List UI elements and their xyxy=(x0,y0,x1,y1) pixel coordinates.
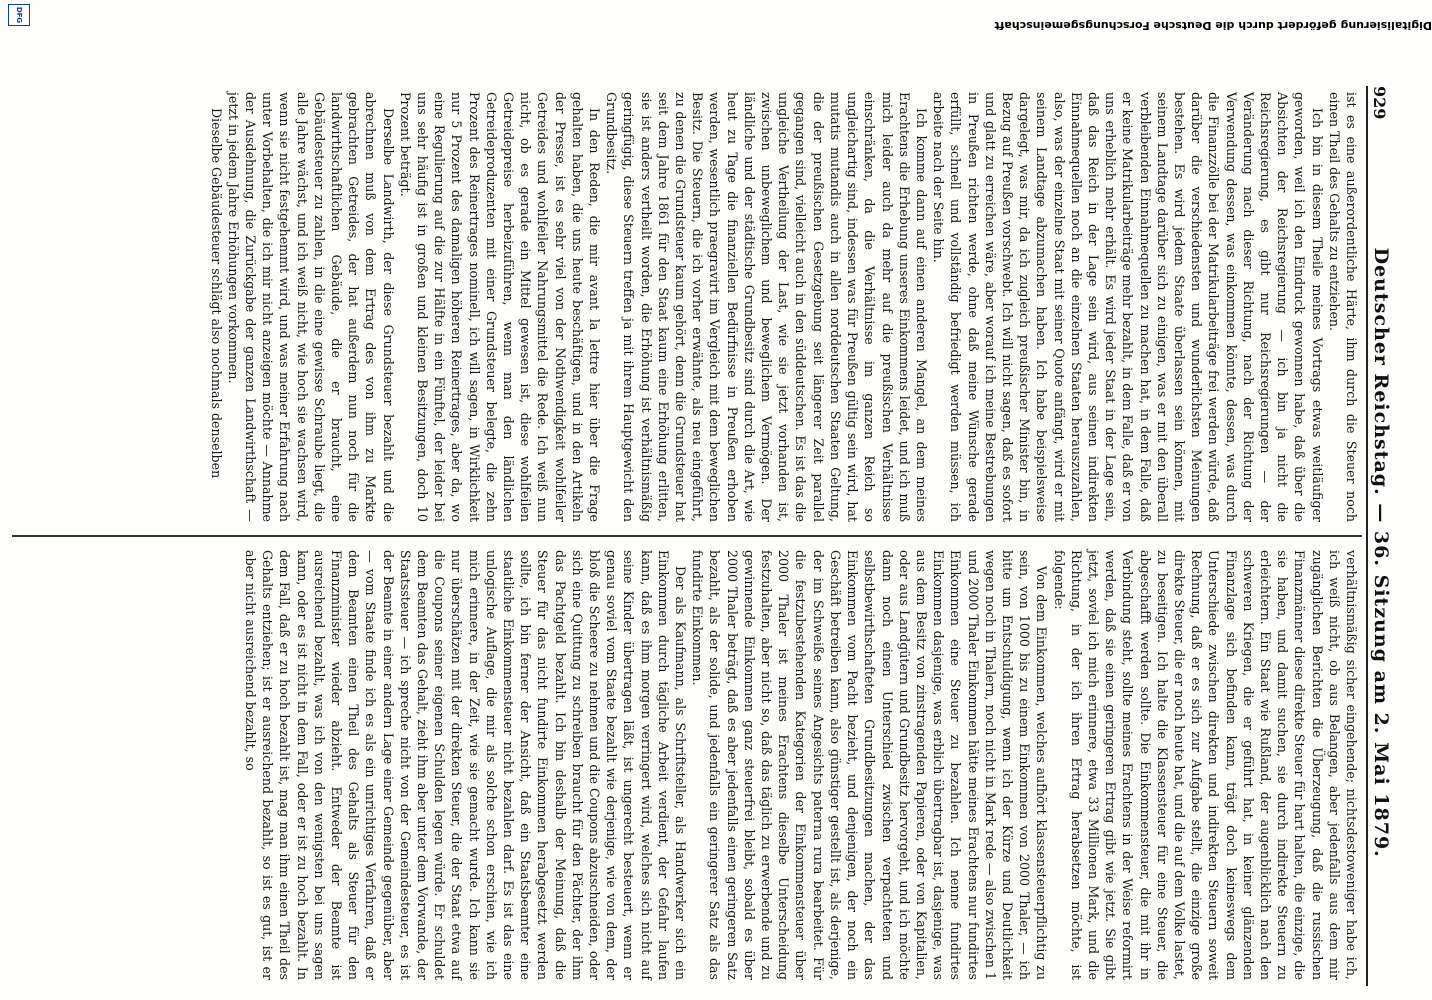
paragraph: Von dem Einkommen, welches aufhört klassensteuerpflichtig zu sein, von 1000 bis zu einem Einkommen von 2000 Thaler, — ich bitte um Entschuldigung, wenn ich der Kürze und Deutlichkeit wegen noch in Thalern, noch nicht in Mark rede — also zwischen 1 und 2000 Thaler Einkommen hätte meines Erachtens nur fundirtes Einkommen eine Steuer zu bezahlen. Ich nenne fundirtes Einkommen dasjenige, was erblich übertragbar ist, dasjenige, was aus dem Besitz von zinstragenden Papieren, oder von Kapitalien, oder aus Landgütern und Grundbesitz hervorgeht, und ich möchte dann noch einen Unterschied zwischen verpachteten und selbstbewirthschafteten Grundbesitzungen machen, der das Einkommen vom Pacht bezieht, und denjenigen, der noch ein Geschäft betreiben kann, also günstiger gestellt ist, als derjenige, der im Schweiße seines Angesichts paterna rura bearbeitet. Für die festzubestehenden Kategorien der Einkommensteuer über 2000 Thaler ist meines Erachtens dieselbe Unterscheidung festzuhalten, aber nicht so, daß das täglich zu erwerbende und zu gewinnende Einkommen ganz steuerfrei bleibt, sobald es über 2000 Thaler beträgt, daß es aber jedenfalls einen geringeren Satz bezahlt, als der solide, und jedenfalls ein geringerer Satz als das fundirte Einkommen. xyxy=(690,550,1050,980)
paragraph: Ich bin in diesem Theile meines Vortrags etwas weitläufiger geworden, weil ich den Eindruck gewonnen habe, daß über die Absichten der Reichsregierung — ich bin ja nicht die Reichsregierung, es gibt nur Reichsregierungen — der Veränderung nach dieser Richtung, nach der Richtung der Verwendung dessen, was einkommen könnte, dessen, was durch die Finanzzölle bei der Matrikularbeiträge frei werden würde, daß darüber die verschiedensten und wunderlichsten Meinungen bestehen. Es wird jedem Staate überlassen sein können, mit seinem Landtage darüber sich zu einigen, was er mit den überall verbleibenden Einnahmequellen zu machen hat, in dem Falle, daß er keine Matrikularbeiträge mehr bezahlt, in dem Falle, daß er von uns erheblich mehr erhält. Es wird jeder Staat in der Lage sein, daß das Reich in der Lage sein wird, aus seinen indirekten Einnahmequellen noch an die einzelnen Staaten herauszuzahlen, also, was der einzelne Staat mit seiner Quote anfängt, wird er mit seinem Landtage abzumachen haben. Ich habe beispielsweise dargelegt, was mir, da ich zugleich preußischer Minister bin, in Bezug auf Preußen vorschwebt. Ich will nicht sagen, daß es sofort und glatt zu erreichen wäre, aber worauf ich meine Bestrebungen in Preußen richten werde, ohne daß meine Wünsche gerade erfüllt, schnell und vollständig befriedigt werden müssen, ich arbeite nach der Seite hin. xyxy=(931,92,1325,522)
sidebar-strip xyxy=(0,10,1432,40)
paragraph: Derselbe Landwirth, der diese Grundsteuer bezahlt und die abrechnen muß von dem Ertrag des von ihm zu Markte gebrachten Getreides, der hat außerdem nun noch für die landwirthschaftlichen Gebäude, die er braucht, eine Gebäudesteuer zu zahlen, in die eine gewisse Schraube liegt, die alle Jahre wächst, und ich weiß nicht, wie hoch sie wachsen wird, wenn sie nicht festgehemmt wird, und was meiner Erfahrung nach unter Vorbehalten, die ich mir nicht anzeigen möchte — Annahme der Ausdehnung, die Zurückgabe der ganzen Landwirthschaft — jetzt in jedem Jahre Erhöhungen vorkommen. xyxy=(225,92,396,522)
page-number: 929 xyxy=(1370,86,1389,120)
dfg-logo: DFG xyxy=(8,4,30,26)
left-column xyxy=(207,92,1360,522)
paragraph: Ich komme dann auf einen anderen Mangel, an dem meines Erachtens die Erhebung unseres Einkommens leidet, und ich muß mich leider auch da mehr auf die preußischen Verhältnisse einschränken, da die Verhältnisse im ganzen Reich so ungleichartig sind, indessen was für Preußen gültig sein wird, hat mutatis mutandis auch in allen norddeutschen Staaten Geltung, die der preußischen Gesetzgebung seit längerer Zeit parallel gegangen sind, vielleicht auch in den süddeutschen. Es ist das die ungleiche Vertheilung der Last, wie sie jetzt vorhanden ist, zwischen unbeweglichem und beweglichem Vermögen. Der ländliche und der städtische Grundbesitz sind durch die Art, wie heut zu Tage die finanziellen Bedürfnisse in Preußen erhoben werden, wesentlich praegravirt im Vergleich mit dem beweglichen Besitz. Die Steuern, die ich vorher erwähnte, als neu eingeführt, zu denen die Grundsteuer kaum gehört, denn die Grundsteuer hat seit dem Jahre 1861 für den Staat kaum eine Erhöhung erlitten, sie ist anders vertheilt worden, die Erhöhung ist verhältnismäßig geringfügig, diese Steuern treffen ja mit ihrem Hauptgewicht den Grundbesitz. xyxy=(604,92,929,522)
paragraph: Der als Kaufmann, als Schriftsteller, als Handwerker sich ein Einkommen durch tägliche Arbeit verdient, der Gefahr laufen kann, daß es ihm morgen verringert wird, welches sich nicht auf seine Kinder übertragen läßt, ist ungerecht besteuert, wenn er genau soviel vom Staate bezahlt wie derjenige, wie von dem, der bloß die Scheere zu nehmen und die Coupons abzuschneiden, oder sich eine Quittung zu schreiben braucht für den Pächter, der ihm das Pachtgeld bezahlt. Ich bin deshalb der Meinung, daß die Steuer für das nicht fundirte Einkommen herabgesetzt werden sollte, ich bin ferner der Ansicht, daß ein Staatsbeamter eine staatliche Einkommensteuer nicht bezahlen darf. Es ist das eine unlogische Auflage, die mir als solche schon erschien, wie ich mich erinnere, in der Zeit, wie sie gemacht wurde. Ich kann sie nur überschätzen mit der direkten Steuer, die der Staat etwa auf die Coupons seiner eigenen Schulden legen würde. Er schuldet dem Beamten das Gehalt, zieht ihm aber unter dem Vorwande, der Staatssteuer — ich spreche nicht von der Gemeindesteuer, es ist der Beamte in einer andern Lage einer Gemeinde gegenüber, aber — vom Staate finde ich es als ein unrichtiges Verfahren, daß er dem Beamten einen Theil des Gehalts als Steuer für den Finanzminister wieder abzieht. Entweder der Beamte ist ausreichend bezahlt, was ich von den wenigsten bei uns sagen kann, oder es ist nicht in dem Fall, oder er ist zu hoch bezahlt. In dem Fall, daß er zu hoch bezahlt ist, mag man ihm einen Theil des Gehalts entziehen; ist er ausreichend bezahlt, so ist es gut, ist er aber nicht ausreichend bezahlt, so xyxy=(243,550,689,980)
running-title: Deutscher Reichstag. — 36. Sitzung am 2. Mai 1879. xyxy=(1370,247,1392,858)
header-rule xyxy=(1366,86,1368,986)
right-column xyxy=(242,550,1360,980)
paragraph: Dieselbe Gebäudesteuer schlägt also nochmals denselben xyxy=(208,108,224,479)
paragraph: ist es eine außerordentliche Härte, ihm durch die Steuer noch einen Theil des Gehalts zu entziehen. xyxy=(1326,92,1359,522)
paragraph: In den Reden, die mir avant la lettre hier über die Frage gehalten haben, die uns heute beschäftigen, und in den Artikeln der Presse, ist es sehr viel von der Nothwendigkeit wohlfeiler Getreides und wohlfeiler Nahrungsmittel die Rede. Ich weiß nun nicht, ob es gerade ein Mittel gewesen ist, diese wohlfeilen Getreidepreise herbeizuführen, wenn man den ländlichen Getreideproduzenten mit einer Grundsteuer belegte, die zehn Prozent des Reinertrages nominell, ich will sagen, in Wirklichkeit nur 5 Prozent des damaligen höheren Reinertrages, aber da, wo eine Regulierung auf die zur Hälfte in ein Fünftel, der leider bei uns sehr häufig ist in großen und kleinen Besitzungen, doch 10 Prozent beträgt. xyxy=(397,92,603,522)
column-divider xyxy=(12,535,1362,537)
funding-credit: Digitalisierung gefördert durch die Deutsche Forschungsgemeinschaft xyxy=(994,19,1432,32)
page-header xyxy=(1370,86,1410,986)
paragraph: verhältnismäßig sicher eingehende; nichtsdestoweniger habe ich, ich weiß nicht, ob aus Belangen, aber jedenfalls aus dem mir zugänglichen Berichten die Überzeugung, daß die russischen Finanzmänner diese direkte Steuer für hart halten, die einzige, die sie haben, und damit suchen, sie durch indirekte Steuern zu erleichtern. Ein Staat wie Rußland, der augenblicklich nach den schweren Kriegen, die er geführt hat, in keiner glänzenden Finanzlage sich befinden kann, trägt doch keineswegs dem Unterschiede zwischen direkten und indirekten Steuern soweit Rechnung, daß er es sich zur Aufgabe stellt, die einzige große direkte Steuer, die er noch heute hat, und die auf dem Volke lastet, zu beseitigen. Ich halte die Klassensteuer für eine Steuer, die abgeschafft werden sollte. Die Einkommensteuer, die mit ihr in Verbindung steht, sollte meines Erachtens in der Weise reformirt werden, daß sie einen geringeren Ertrag gibt wie jetzt. Sie gibt jetzt, soviel ich mich erinnere, etwa 33 Millionen Mark, und die Richtung, in der ich ihren Ertrag herabsetzen möchte, ist folgende: xyxy=(1051,550,1359,980)
